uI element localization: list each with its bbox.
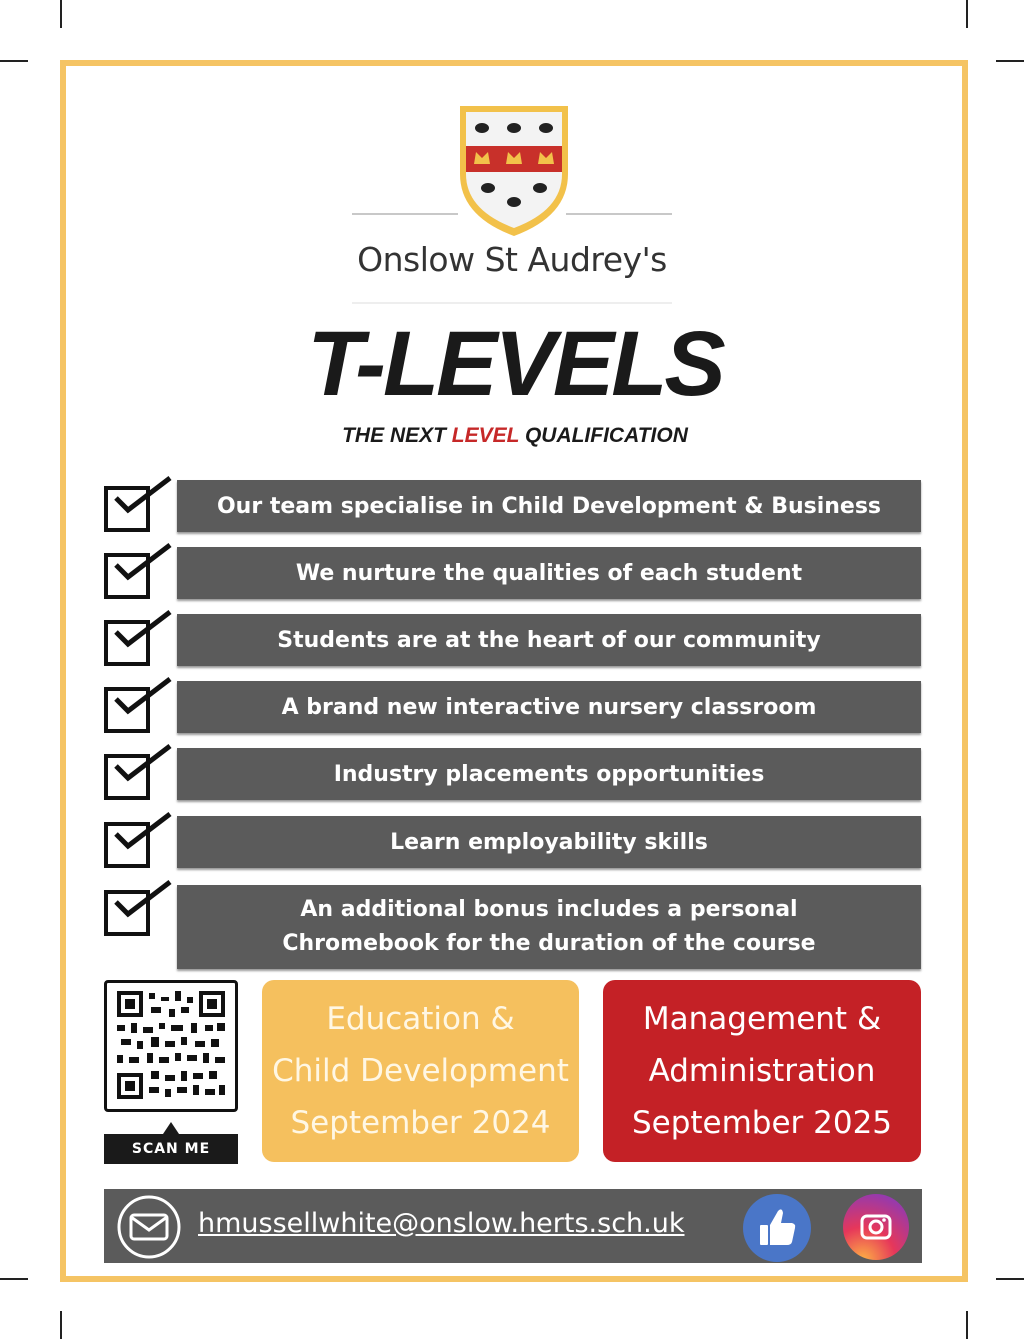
course-date: September 2025	[631, 1105, 893, 1141]
crop-mark	[996, 1278, 1024, 1280]
feature-bar: Learn employability skills	[177, 816, 921, 868]
course-line: Child Development	[272, 1053, 569, 1089]
feature-bar: A brand new interactive nursery classroom	[177, 681, 921, 733]
qr-code[interactable]	[104, 980, 238, 1112]
scan-pointer	[163, 1122, 179, 1134]
checkbox-tick-icon	[104, 553, 150, 599]
course-line: Management &	[642, 1001, 882, 1037]
education-course-card	[262, 980, 579, 1162]
feature-bar: Our team specialise in Child Development & Business	[177, 480, 921, 532]
crop-mark	[60, 1311, 62, 1339]
tagline-highlight: LEVEL	[451, 424, 520, 447]
scan-me-label: SCAN ME	[104, 1134, 238, 1164]
crop-mark	[966, 1311, 968, 1339]
checkbox-tick-icon	[104, 687, 150, 733]
divider	[566, 213, 672, 215]
feature-bar: Industry placements opportunities	[177, 748, 921, 800]
course-date: September 2024	[290, 1105, 551, 1141]
course-line: Administration	[648, 1053, 876, 1089]
tlevels-logo-title: T-LEVELS	[307, 313, 723, 415]
crop-mark	[0, 1278, 28, 1280]
crop-mark	[0, 60, 28, 62]
crop-mark	[996, 60, 1024, 62]
checkbox-tick-icon	[104, 754, 150, 800]
checkbox-tick-icon	[104, 620, 150, 666]
crop-mark	[60, 0, 62, 28]
divider	[352, 213, 458, 215]
email-link[interactable]: hmussellwhite@onslow.herts.sch.uk	[198, 1208, 685, 1239]
checkbox-tick-icon	[104, 486, 150, 532]
feature-bar: An additional bonus includes a personal Chromebook for the duration of the course	[177, 885, 921, 969]
envelope-icon[interactable]	[116, 1194, 182, 1260]
school-name: Onslow St Audrey's	[357, 240, 667, 279]
feature-bar: Students are at the heart of our community	[177, 614, 921, 666]
checkbox-tick-icon	[104, 822, 150, 868]
crop-mark	[966, 0, 968, 28]
facebook-like-icon[interactable]	[742, 1193, 812, 1263]
tagline-part: THE NEXT	[342, 424, 446, 447]
divider	[352, 302, 672, 304]
course-line: Education &	[326, 1001, 515, 1037]
tlevels-tagline	[300, 424, 730, 448]
school-crest-icon	[456, 104, 572, 238]
instagram-icon[interactable]	[842, 1193, 910, 1261]
qr-code-icon	[107, 983, 235, 1109]
management-course-card	[603, 980, 921, 1162]
feature-bar: We nurture the qualities of each student	[177, 547, 921, 599]
checkbox-tick-icon	[104, 890, 150, 936]
tagline-part: QUALIFICATION	[524, 424, 688, 447]
